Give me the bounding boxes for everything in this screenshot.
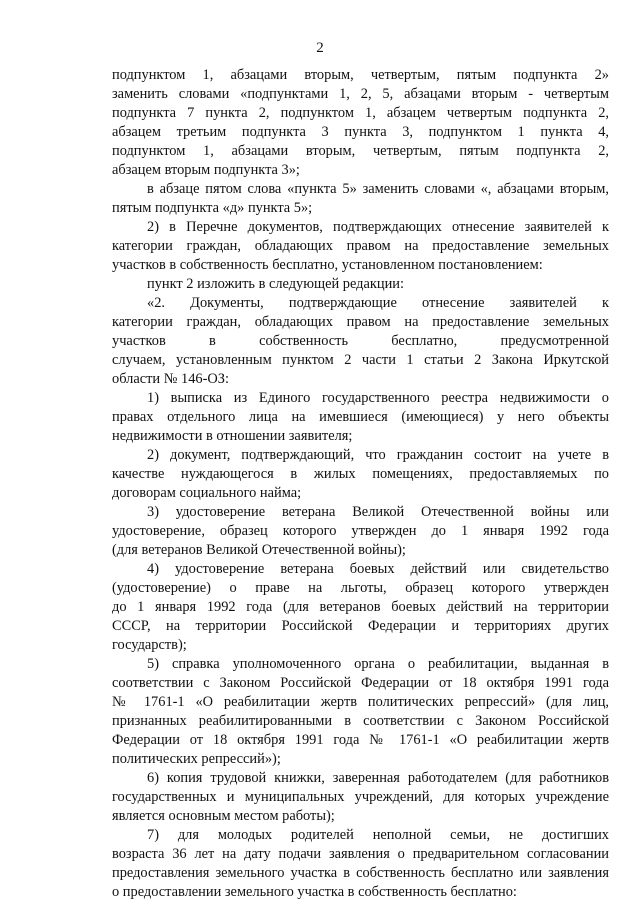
text-line: подпункта 7 пункта 2, подпунктом 1, абзацем четвертым подпункта 2, — [112, 105, 609, 121]
text-line: участков в собственность бесплатно, установленном постановлением: — [112, 257, 543, 273]
page-number: 2 — [316, 40, 324, 56]
text-line: 2) документ, подтверждающий, что гражданин состоит на учете в — [147, 447, 609, 463]
text-line: Федерации от 18 октября 1991 года № 1761-1 «О реабилитации жертв — [112, 732, 609, 748]
text-line: является основным местом работы); — [112, 808, 335, 824]
text-line: государств); — [112, 637, 187, 653]
text-line: до 1 января 1992 года (для ветеранов боевых действий на территории — [112, 599, 609, 615]
text-line: договорам социального найма; — [112, 485, 302, 501]
text-line: абзацем вторым подпункта 3»; — [112, 162, 300, 178]
text-line: признанных реабилитированными в соответствии с Законом Российской — [112, 713, 609, 729]
text-line: (для ветеранов Великой Отечественной войны); — [112, 542, 406, 558]
text-line: 2) в Перечне документов, подтверждающих отнесение заявителей к — [147, 219, 609, 235]
text-line: «2. Документы, подтверждающие отнесение заявителей к — [147, 295, 609, 311]
text-line: подпунктом 1, абзацами вторым, четвертым, пятым подпункта 2» — [112, 67, 609, 83]
text-line: абзацем третьим подпункта 3 пункта 3, подпунктом 1 пункта 4, — [112, 124, 609, 140]
text-line: соответствии с Законом Российской Федерации от 18 октября 1991 года — [112, 675, 609, 691]
text-line: категории граждан, обладающих правом на предоставление земельных — [112, 238, 609, 254]
text-line: СССР, на территории Российской Федерации и территориях других — [112, 618, 609, 634]
text-line: участков в собственность бесплатно, предусмотренной — [112, 333, 609, 349]
text-line: удостоверение, образец которого утвержден до 1 января 1992 года — [112, 523, 609, 539]
text-line: 1) выписка из Единого государственного реестра недвижимости о — [147, 390, 609, 406]
text-line: правах отдельного лица на имевшиеся (имеющиеся) у него объекты — [112, 409, 609, 425]
text-line: категории граждан, обладающих правом на предоставление земельных — [112, 314, 609, 330]
text-line: в абзаце пятом слова «пункта 5» заменить словами «, абзацами вторым, — [147, 181, 609, 197]
text-line: государственных и муниципальных учреждений, для которых учреждение — [112, 789, 609, 805]
text-line: предоставления земельного участка в собственность бесплатно или заявления — [112, 865, 609, 881]
text-line: заменить словами «подпунктами 1, 2, 5, абзацами вторым - четвертым — [112, 86, 609, 102]
text-line: 3) удостоверение ветерана Великой Отечественной войны или — [147, 504, 609, 520]
text-line: о предоставлении земельного участка в собственность бесплатно: — [112, 884, 517, 900]
text-line: возраста 36 лет на дату подачи заявления о предварительном согласовании — [112, 846, 609, 862]
text-line: недвижимости в отношении заявителя; — [112, 428, 353, 444]
text-line: качестве нуждающегося в жилых помещениях, предоставляемых по — [112, 466, 609, 482]
text-line: политических репрессий»); — [112, 751, 281, 767]
text-line: 4) удостоверение ветерана боевых действий или свидетельство — [147, 561, 609, 577]
text-line: 6) копия трудовой книжки, заверенная работодателем (для работников — [147, 770, 609, 786]
text-line: № 1761-1 «О реабилитации жертв политических репрессий» (для лиц, — [112, 694, 609, 710]
text-line: 7) для молодых родителей неполной семьи, не достигших — [147, 827, 609, 843]
text-line: пункт 2 изложить в следующей редакции: — [147, 276, 404, 292]
text-line: области № 146-ОЗ: — [112, 371, 230, 387]
text-line: (удостоверение) о праве на льготы, образец которого утвержден — [112, 580, 609, 596]
text-line: случаем, установленным пунктом 2 части 1 статьи 2 Закона Иркутской — [112, 352, 609, 368]
text-line: пятым подпункта «д» пункта 5»; — [112, 200, 313, 216]
text-line: подпунктом 1, абзацами вторым, четвертым, пятым подпункта 2, — [112, 143, 609, 159]
text-line: 5) справка уполномоченного органа о реабилитации, выданная в — [147, 656, 609, 672]
